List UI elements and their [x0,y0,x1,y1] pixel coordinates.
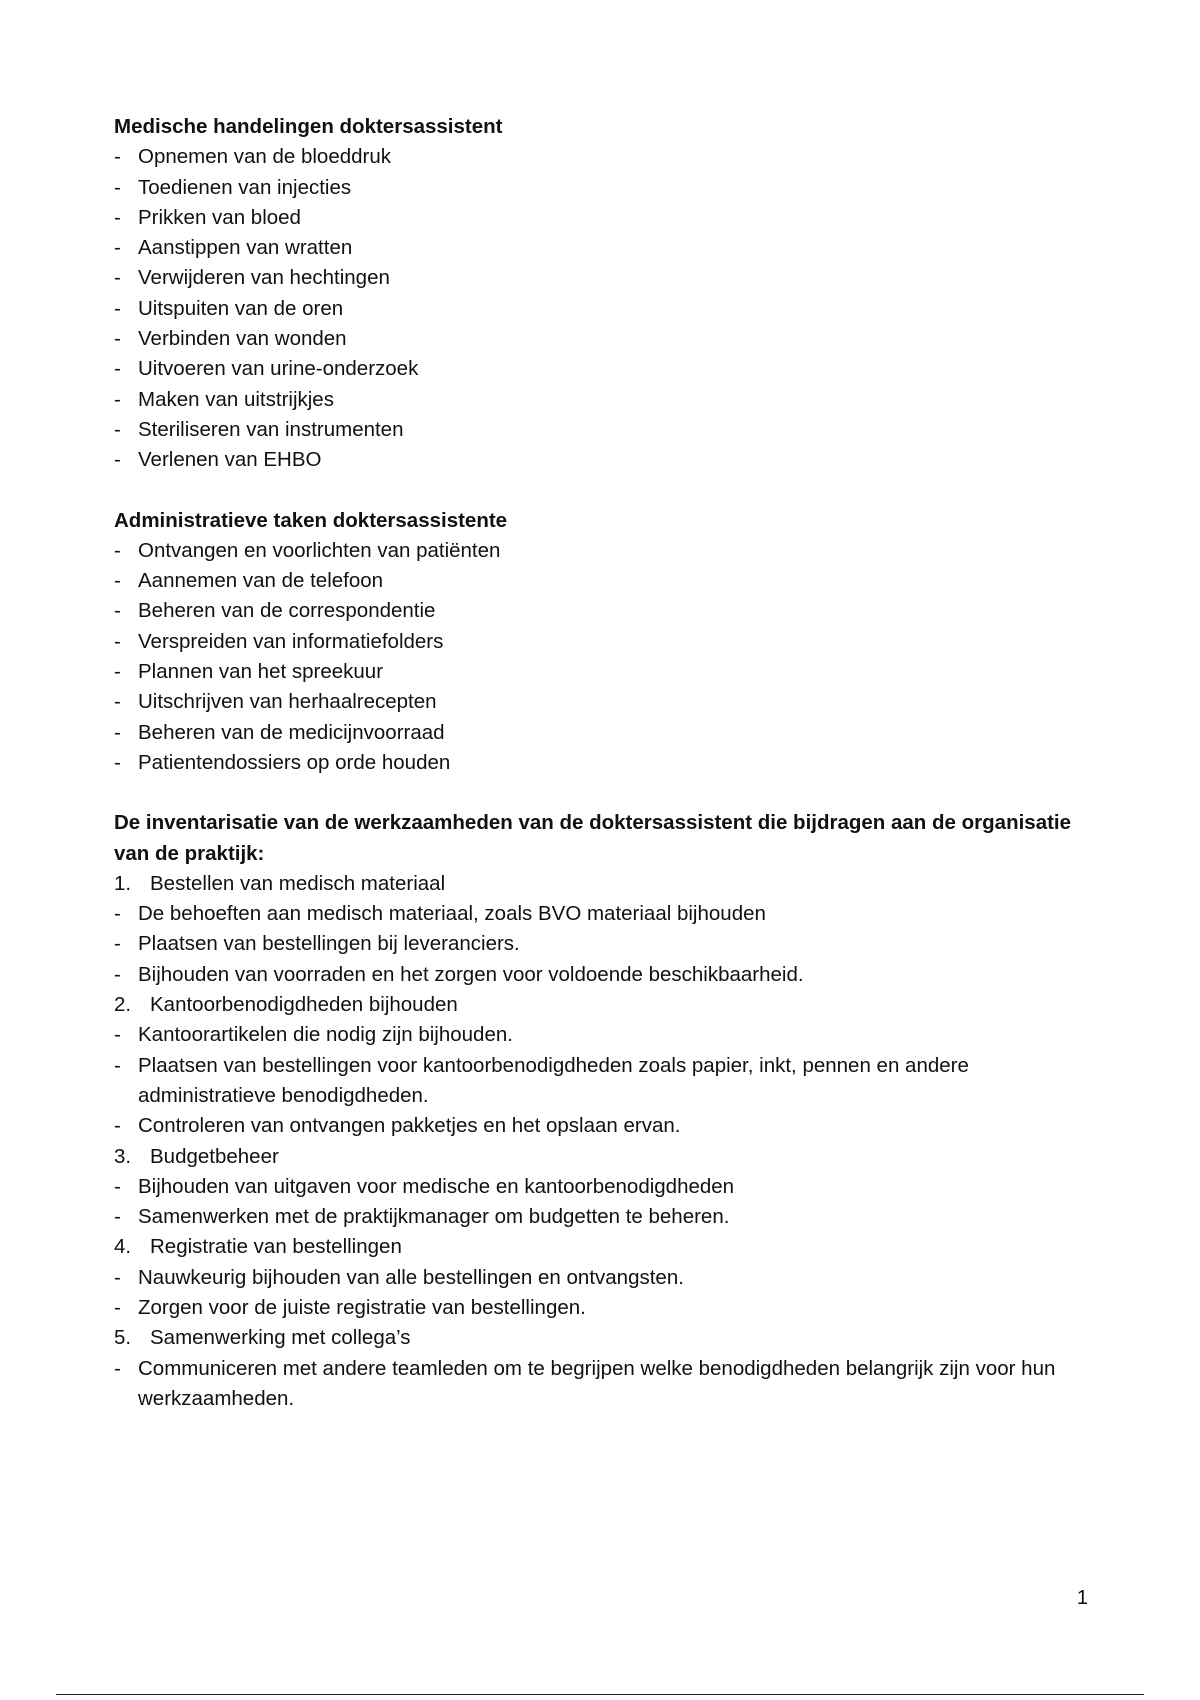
section-2 [114,506,1094,779]
page-number: 1 [1076,1587,1088,1609]
bullet-item [114,566,1094,596]
item-text: De behoeften aan medisch materiaal, zoals BVO materiaal bijhouden [138,902,766,926]
item-text: Plaatsen van bestellingen voor kantoorbenodigdheden zoals papier, inkt, pennen en andere administratieve benodigdheden. [138,1053,969,1107]
dash-bullet: - [114,962,121,986]
item-number: 1. [114,871,132,895]
dash-bullet: - [114,357,121,381]
bullet-item [114,960,1094,990]
item-text: Samenwerking met collega’s [150,1326,411,1350]
bullet-item [114,1293,1094,1323]
dash-bullet: - [114,296,121,320]
section-1 [114,112,1094,476]
bullet-item [114,657,1094,687]
item-text: Zorgen voor de juiste registratie van bestellingen. [138,1295,586,1319]
dash-bullet: - [114,266,121,290]
bullet-item [114,899,1094,929]
item-number: 2. [114,993,132,1017]
bullet-item [114,929,1094,959]
item-text: Verbinden van wonden [138,327,347,351]
item-text: Plannen van het spreekuur [138,660,384,684]
item-text: Uitvoeren van urine-onderzoek [138,357,419,381]
bullet-item [114,1263,1094,1293]
bullet-item [114,203,1094,233]
dash-bullet: - [114,1114,121,1138]
bullet-item [114,324,1094,354]
dash-bullet: - [114,538,121,562]
bullet-item [114,233,1094,263]
item-text: Controleren van ontvangen pakketjes en het opslaan ervan. [138,1114,681,1138]
dash-bullet: - [114,417,121,441]
bullet-item [114,536,1094,566]
section-3 [114,808,1094,1414]
dash-bullet: - [114,1265,121,1289]
bullet-item [114,385,1094,415]
item-text: Budgetbeheer [150,1144,279,1168]
dash-bullet: - [114,205,121,229]
dash-bullet: - [114,145,121,169]
dash-bullet: - [114,448,121,472]
item-text: Uitschrijven van herhaalrecepten [138,690,437,714]
dash-bullet: - [114,660,121,684]
numbered-item [114,869,1094,899]
item-text: Registratie van bestellingen [150,1235,402,1259]
dash-bullet: - [114,569,121,593]
bullet-item [114,1202,1094,1232]
dash-bullet: - [114,932,121,956]
item-text: Uitspuiten van de oren [138,296,344,320]
item-text: Bijhouden van voorraden en het zorgen voor voldoende beschikbaarheid. [138,962,804,986]
bullet-item [114,596,1094,626]
item-text: Plaatsen van bestellingen bij leveranciers. [138,932,520,956]
item-text: Bijhouden van uitgaven voor medische en kantoorbenodigdheden [138,1174,735,1198]
dash-bullet: - [114,720,121,744]
item-text: Steriliseren van instrumenten [138,417,404,441]
item-text: Verlenen van EHBO [138,448,322,472]
item-list [114,142,1094,475]
bullet-item [114,687,1094,717]
item-text: Prikken van bloed [138,205,301,229]
bullet-item [114,173,1094,203]
item-list [114,869,1094,1414]
item-text: Aanstippen van wratten [138,236,353,260]
item-number: 4. [114,1235,132,1259]
bullet-item [114,718,1094,748]
document-body [114,112,1094,1444]
item-text: Bestellen van medisch materiaal [150,871,446,895]
dash-bullet: - [114,902,121,926]
dash-bullet: - [114,690,121,714]
dash-bullet: - [114,327,121,351]
bullet-item [114,263,1094,293]
dash-bullet: - [114,387,121,411]
bullet-item [114,354,1094,384]
dash-bullet: - [114,175,121,199]
bullet-item [114,1172,1094,1202]
item-text: Toedienen van injecties [138,175,352,199]
bullet-item [114,1111,1094,1141]
dash-bullet: - [114,1053,121,1077]
item-text: Opnemen van de bloeddruk [138,145,392,169]
numbered-item [114,1323,1094,1353]
item-text: Verwijderen van hechtingen [138,266,390,290]
numbered-item [114,990,1094,1020]
dash-bullet: - [114,1023,121,1047]
dash-bullet: - [114,1174,121,1198]
bullet-item [114,1051,1094,1112]
section-heading: Administratieve taken doktersassistente [114,508,508,532]
numbered-item [114,1232,1094,1262]
section-heading: De inventarisatie van de werkzaamheden van de doktersassistent die bijdragen aan de organisatie van de praktijk: [114,811,1072,865]
dash-bullet: - [114,629,121,653]
bullet-item [114,627,1094,657]
item-text: Communiceren met andere teamleden om te begrijpen welke benodigdheden belangrijk zijn voor hun werkzaamheden. [138,1356,1056,1410]
bullet-item [114,748,1094,778]
item-text: Samenwerken met de praktijkmanager om budgetten te beheren. [138,1205,730,1229]
item-text: Kantoorartikelen die nodig zijn bijhouden. [138,1023,513,1047]
bullet-item [114,1354,1094,1415]
bullet-item [114,294,1094,324]
item-text: Verspreiden van informatiefolders [138,629,444,653]
dash-bullet: - [114,1356,121,1380]
item-text: Ontvangen en voorlichten van patiënten [138,538,501,562]
bullet-item [114,445,1094,475]
dash-bullet: - [114,1295,121,1319]
bullet-item [114,415,1094,445]
item-text: Maken van uitstrijkjes [138,387,334,411]
footer-rule [56,1694,1144,1695]
bullet-item [114,1020,1094,1050]
dash-bullet: - [114,599,121,623]
dash-bullet: - [114,1205,121,1229]
dash-bullet: - [114,750,121,774]
item-text: Beheren van de medicijnvoorraad [138,720,445,744]
item-text: Aannemen van de telefoon [138,569,384,593]
item-list [114,536,1094,778]
item-number: 5. [114,1326,132,1350]
numbered-item [114,1142,1094,1172]
item-number: 3. [114,1144,132,1168]
item-text: Nauwkeurig bijhouden van alle bestellingen en ontvangsten. [138,1265,684,1289]
section-heading: Medische handelingen doktersassistent [114,115,503,138]
item-text: Patientendossiers op orde houden [138,750,451,774]
bullet-item [114,142,1094,172]
item-text: Kantoorbenodigdheden bijhouden [150,993,458,1017]
item-text: Beheren van de correspondentie [138,599,436,623]
dash-bullet: - [114,236,121,260]
